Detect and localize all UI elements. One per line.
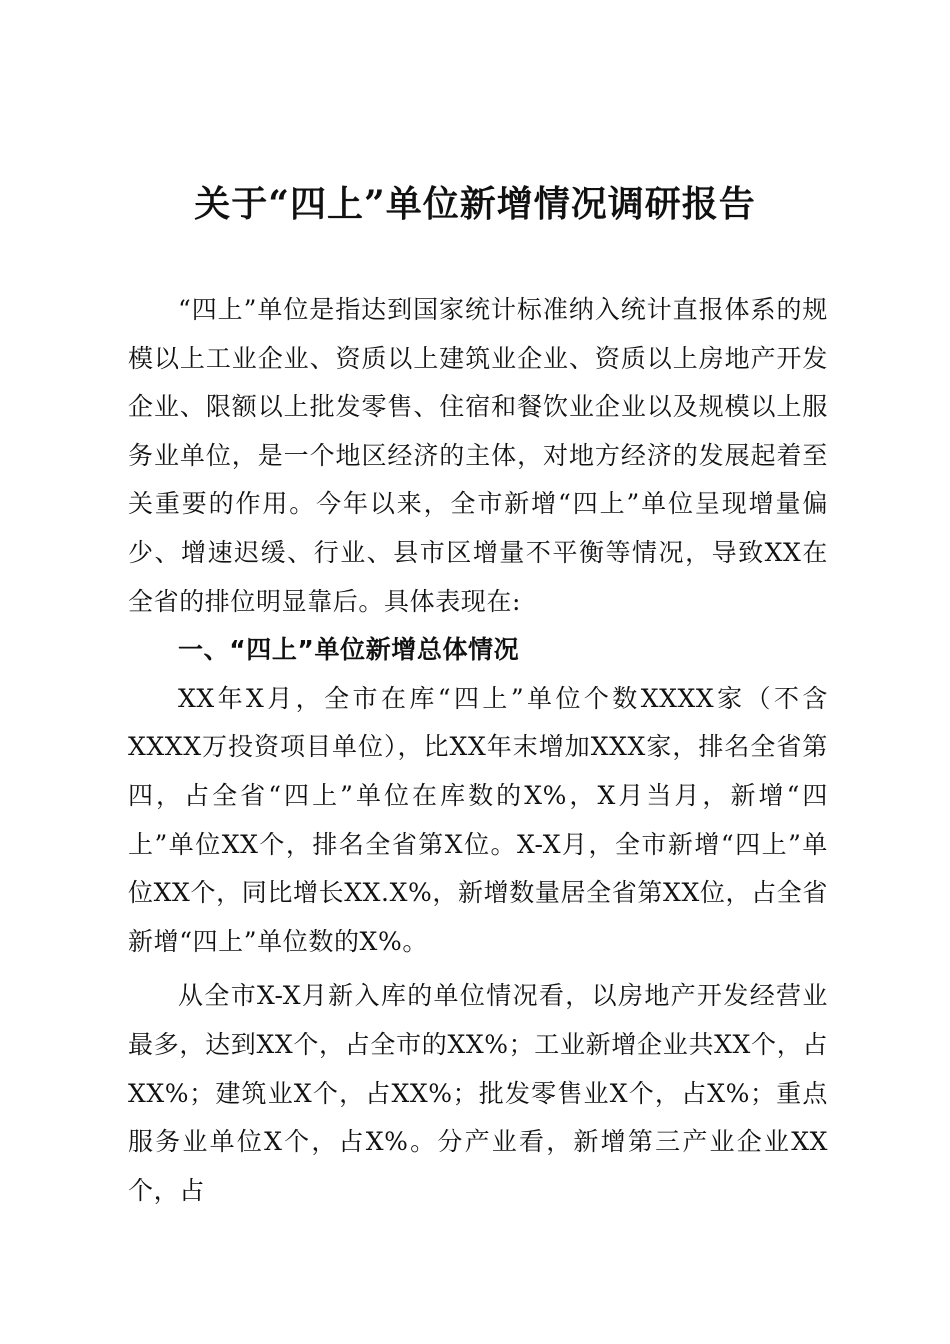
overview-paragraph: XX年X月，全市在库“四上”单位个数XXXX家（不含XXXX万投资项目单位），比XX年末增加XXX家，排名全省第四，占全省“四上”单位在库数的X%，X月当月，新增“四上”单位XX个，排名全省第X位。X-X月，全市新增“四上”单位XX个，同比增长XX.X%，新增数量居全省第XX位，占全省新增“四上”单位数的X%。	[128, 683, 828, 956]
document-body	[128, 286, 828, 1215]
section-heading: 一、“四上”单位新增总体情况	[178, 635, 520, 665]
document-title: 关于“四上”单位新增情况调研报告	[194, 183, 756, 225]
industry-paragraph: 从全市X-X月新入库的单位情况看，以房地产开发经营业最多，达到XX个，占全市的XX%；工业新增企业共XX个，占XX%；建筑业X个，占XX%；批发零售业X个，占X%；重点服务业单位X个，占X%。分产业看，新增第三产业企业XX个，占	[128, 981, 828, 1205]
intro-paragraph: “四上”单位是指达到国家统计标准纳入统计直报体系的规模以上工业企业、资质以上建筑业企业、资质以上房地产开发企业、限额以上批发零售、住宿和餐饮业企业以及规模以上服务业单位，是一个地区经济的主体，对地方经济的发展起着至关重要的作用。今年以来，全市新增“四上”单位呈现增量偏少、增速迟缓、行业、县市区增量不平衡等情况，导致XX在全省的排位明显靠后。具体表现在:	[128, 295, 828, 616]
